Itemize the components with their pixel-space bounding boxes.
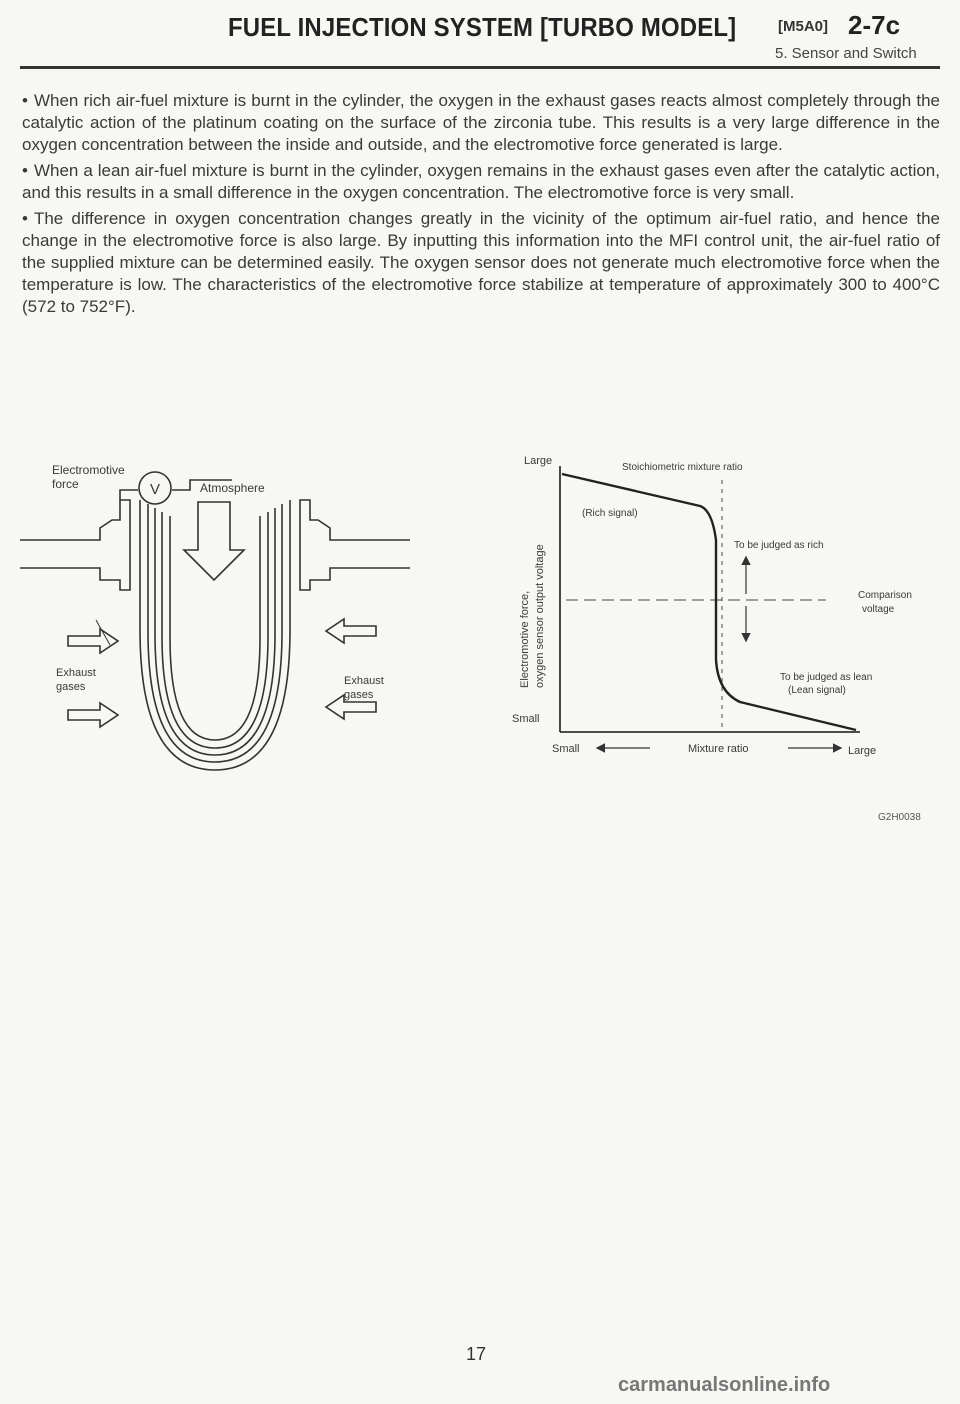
section-code: [M5A0] <box>778 18 829 35</box>
voltmeter-icon <box>139 472 171 504</box>
y-label-large: Large <box>524 455 553 467</box>
bullet-icon: • <box>22 209 28 228</box>
page-number: 17 <box>466 1344 487 1364</box>
label-judged-lean: To be judged as lean <box>780 672 873 683</box>
left-flange <box>20 500 130 590</box>
label-gases-left: gases <box>56 681 86 693</box>
page-title: FUEL INJECTION SYSTEM [TURBO MODEL] <box>228 12 737 42</box>
exhaust-arrow-right-top-icon <box>326 619 376 643</box>
zirconia-tube-layer3 <box>155 508 275 755</box>
lead-left <box>120 490 138 500</box>
figure-svg <box>0 440 960 840</box>
x-axis-title: Mixture ratio <box>688 743 749 755</box>
exhaust-arrow-left-top-icon <box>68 629 118 653</box>
bullet-icon: • <box>22 91 28 110</box>
zirconia-tube-layer2 <box>148 504 282 762</box>
label-exhaust-right: Exhaust <box>344 675 384 687</box>
graph <box>512 455 912 757</box>
body-text <box>22 90 940 322</box>
y-axis-title-1: Electromotive force, <box>519 590 531 688</box>
label-voltage: voltage <box>862 604 895 615</box>
atmosphere-arrow-icon <box>184 502 244 580</box>
watermark: carmanualsonline.info <box>618 1374 831 1396</box>
exhaust-arrow-left-bottom-icon <box>68 703 118 727</box>
label-stoich: Stoichiometric mixture ratio <box>622 462 743 473</box>
x-label-small: Small <box>552 743 580 755</box>
svg-text:V: V <box>150 481 161 498</box>
label-electromotive: Electromotive <box>52 463 125 477</box>
figure <box>0 440 960 840</box>
label-gases-right: gases <box>344 689 374 701</box>
figure-code: G2H0038 <box>878 812 921 823</box>
zirconia-tube-layer4 <box>162 512 268 748</box>
y-label-small: Small <box>512 713 540 725</box>
right-flange <box>300 500 410 590</box>
label-exhaust-left: Exhaust <box>56 667 96 679</box>
paragraph-lean: • When a lean air-fuel mixture is burnt in the cylinder, oxygen remains in the exhaust gases even after the catalytic action, and this results in a small difference in the oxygen concentration. The electromotive force is very small. <box>22 161 940 202</box>
paragraph-difference: • The difference in oxygen concentration changes greatly in the vicinity of the optimum air-fuel ratio, and hence the change in the electromotive force is also large. By inputting this information into the MFI control unit, the air-fuel ratio of the supplied mixture can be determined easily. The oxygen sensor does not generate much electromotive force when the temperature is low. The characteristics of the electromotive force stabilize at temperature of approximately 300 to 400°C (572 to 752°F). <box>22 209 940 316</box>
y-axis-title-2: oxygen sensor output voltage <box>534 544 546 688</box>
bullet-icon: • <box>22 161 28 180</box>
sensor-diagram <box>20 480 410 770</box>
page-code: 2-7c <box>848 10 901 40</box>
leader-line <box>96 620 110 645</box>
label-rich-signal: (Rich signal) <box>582 508 638 519</box>
label-judged-rich: To be judged as rich <box>734 540 824 551</box>
label-force: force <box>52 477 79 491</box>
label-atmosphere: Atmosphere <box>200 481 265 495</box>
paragraph-rich: • When rich air-fuel mixture is burnt in the cylinder, the oxygen in the exhaust gases reacts almost completely through the catalytic action of the platinum coating on the surface of the zirconia tube. This results is a very large difference in the oxygen concentration between the inside and outside, and the electromotive force generated is large. <box>22 91 940 154</box>
section-name: 5. Sensor and Switch <box>775 45 917 62</box>
label-comparison: Comparison <box>858 590 912 601</box>
header-divider <box>20 66 940 69</box>
x-label-large: Large <box>848 745 877 757</box>
label-lean-signal: (Lean signal) <box>788 685 846 696</box>
